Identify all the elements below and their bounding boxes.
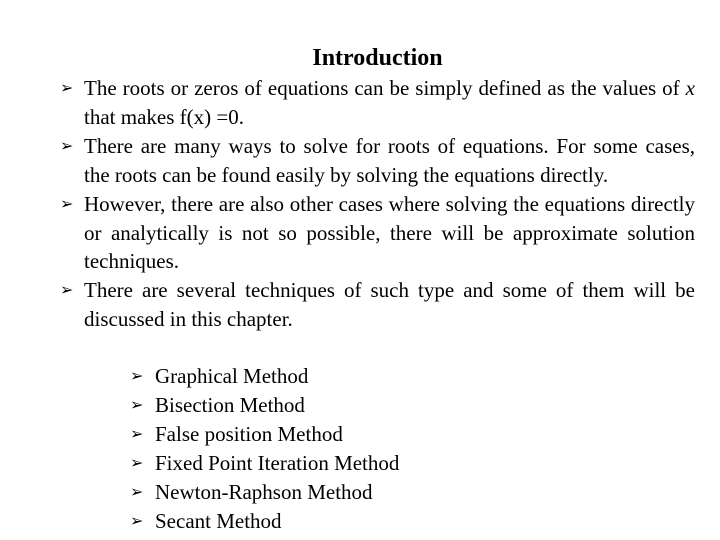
- method-label: Fixed Point Iteration Method: [155, 450, 400, 475]
- methods-list: [130, 362, 399, 535]
- bullet-text: There are several techniques of such type and some of them will be discussed in this chapter.: [84, 278, 695, 332]
- arrowhead-bullet-icon: ➢: [130, 481, 144, 501]
- bullet-text: that makes f(x) =0.: [84, 104, 244, 129]
- arrowhead-bullet-icon: ➢: [60, 280, 74, 300]
- method-label: Graphical Method: [155, 364, 309, 388]
- arrowhead-bullet-icon: ➢: [130, 510, 144, 530]
- arrowhead-bullet-icon: ➢: [130, 452, 144, 472]
- arrowhead-bullet-icon: ➢: [130, 394, 144, 414]
- bullet-text: There are many ways to solve for roots of equations. For some cases, the roots can be found easily by solving the equations directly.: [84, 133, 695, 187]
- bullet-list: [60, 74, 695, 334]
- arrowhead-bullet-icon: ➢: [60, 135, 74, 155]
- method-label: Secant Method: [155, 508, 282, 533]
- bullet-text: However, there are also other cases where solving the equations directly or analytically is not so possible, there will be approximate solution techniques.: [84, 191, 695, 274]
- method-item: [130, 507, 399, 536]
- method-item: [130, 449, 399, 478]
- method-label: False position Method: [155, 421, 343, 446]
- variable-x: x: [685, 76, 695, 100]
- arrowhead-bullet-icon: ➢: [60, 193, 74, 213]
- method-item: [130, 391, 399, 420]
- bullet-item: [60, 74, 695, 132]
- bullet-text: The roots or zeros of equations can be simply defined as the values of: [84, 76, 686, 100]
- method-item: [130, 478, 399, 507]
- bullet-item: [60, 276, 695, 334]
- method-label: Bisection Method: [155, 392, 305, 417]
- method-label: Newton-Raphson Method: [155, 479, 373, 504]
- arrowhead-bullet-icon: ➢: [130, 423, 144, 443]
- arrowhead-bullet-icon: ➢: [130, 366, 144, 385]
- bullet-item: [60, 190, 695, 277]
- method-item: [130, 420, 399, 449]
- slide-title: Introduction: [312, 45, 443, 71]
- method-item: [130, 362, 399, 391]
- arrowhead-bullet-icon: ➢: [60, 78, 74, 97]
- bullet-item: [60, 132, 695, 190]
